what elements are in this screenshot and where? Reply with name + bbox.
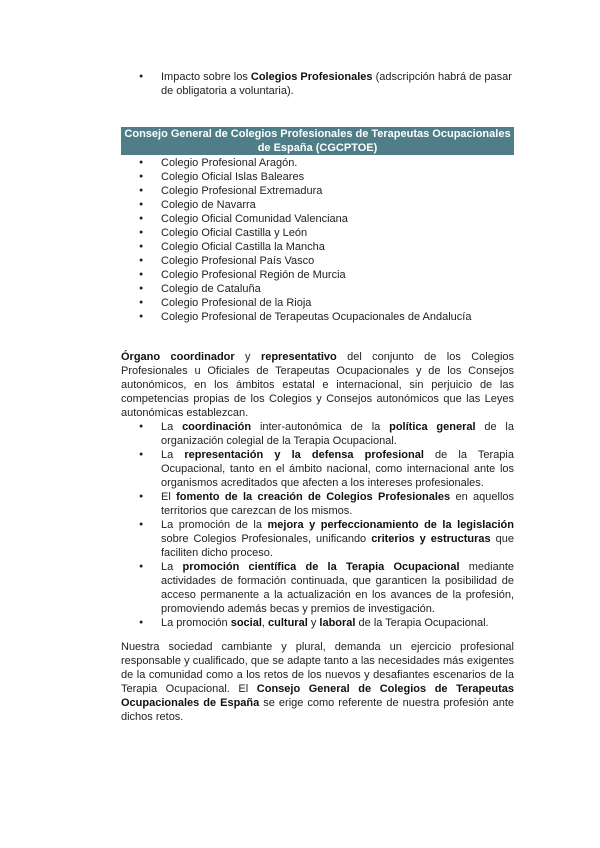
item-text: La promoción de la	[161, 519, 268, 531]
para-text: se erige como referente de nuestra profesión ante dichos retos.	[121, 697, 514, 723]
list-item: ● Colegio Oficial Comunidad Valenciana	[137, 212, 515, 226]
item-text: que faciliten dicho proceso.	[161, 533, 514, 559]
item-text: sobre Colegios Profesionales, unificando	[161, 533, 372, 545]
cgcptoe-banner	[121, 127, 514, 155]
item-text: de la organización colegial de la Terapia Ocupacional.	[161, 421, 514, 447]
item-bold: promoción científica de la Terapia Ocupacional	[182, 561, 460, 573]
banner-line-1: Consejo General de Colegios Profesionales de Terapeutas Ocupacionales	[124, 128, 511, 140]
consejo-bold: Consejo General de Colegios de Terapeutas Ocupacionales de España	[121, 683, 514, 709]
organo-paragraph	[121, 350, 514, 420]
list-item	[137, 518, 514, 560]
item-text: mediante actividades de formación continuada, que garanticen la posibilidad de acceso permanente a la actualización en los avances de la profesión, promoviendo además becas y premios de investigación.	[161, 561, 515, 615]
sociedad-paragraph	[121, 640, 514, 724]
item-text: ,	[261, 617, 269, 629]
item-text: y	[307, 617, 320, 629]
list-item: ● Colegio Profesional Región de Murcia	[137, 268, 515, 282]
functions-list	[137, 420, 514, 630]
list-item: ● Colegio Profesional País Vasco	[137, 254, 515, 268]
para-text: y	[234, 351, 261, 363]
intro-text-end: (adscripción habrá de pasar de obligatoria a voluntaria).	[161, 71, 512, 97]
list-item: ● Colegio de Navarra	[137, 198, 515, 212]
list-item: ● Colegio Oficial Islas Baleares	[137, 170, 515, 184]
item-bold: criterios y estructuras	[371, 533, 491, 545]
intro-bullet-list	[137, 70, 515, 98]
item-text: de la Terapia Ocupacional.	[355, 617, 489, 629]
list-item: ● Colegio Profesional de la Rioja	[137, 296, 515, 310]
item-bold: mejora y perfeccionamiento de la legislación	[267, 519, 514, 531]
colegios-list	[137, 156, 515, 324]
item-text: El	[161, 491, 177, 503]
item-bold: política general	[389, 421, 476, 433]
item-text: en aquellos territorios que carezcan de los mismos.	[161, 491, 515, 517]
representativo-bold: representativo	[260, 351, 337, 363]
item-bold: cultural	[268, 617, 308, 629]
list-item	[137, 616, 514, 630]
list-item	[137, 448, 514, 490]
item-text: La	[161, 449, 185, 461]
list-item	[137, 490, 514, 518]
list-item	[137, 70, 515, 98]
item-text: La	[161, 421, 183, 433]
para-text: Nuestra sociedad cambiante y plural, demanda un ejercicio profesional responsable y cualificado, que se adapte tanto a las necesidades más exigentes de la comunidad como a los retos de los nuevos y desafiantes escenarios de la Terapia Ocupacional. El	[121, 641, 514, 695]
item-text: La promoción	[161, 617, 231, 629]
intro-bold: Colegios Profesionales	[250, 71, 373, 83]
list-item	[137, 560, 514, 616]
list-item: ● Colegio Oficial Castilla y León	[137, 226, 515, 240]
item-bold: social	[230, 617, 262, 629]
list-item: ● Colegio Profesional de Terapeutas Ocupacionales de Andalucía	[137, 310, 515, 324]
banner-line-2: de España (CGCPTOE)	[257, 142, 378, 154]
list-item	[137, 420, 514, 448]
item-bold: representación y la defensa profesional	[184, 449, 424, 461]
item-text: de la Terapia Ocupacional, tanto en el ámbito nacional, como internacional ante los organismos acreditados que afecten a los intereses profesionales.	[161, 449, 514, 489]
item-text: inter-autonómica de la	[251, 421, 390, 433]
list-item: ● Colegio Profesional Extremadura	[137, 184, 515, 198]
list-item: ● Colegio de Cataluña	[137, 282, 515, 296]
list-item: ● Colegio Profesional Aragón.	[137, 156, 515, 170]
list-item: ● Colegio Oficial Castilla la Mancha	[137, 240, 515, 254]
item-bold: laboral	[319, 617, 356, 629]
intro-text: Impacto sobre los	[161, 71, 251, 83]
item-text: La	[161, 561, 183, 573]
organo-bold: Órgano coordinador	[121, 351, 235, 363]
para-text: del conjunto de los Colegios Profesionales u Oficiales de Terapeutas Ocupacionales y de los Consejos autonómicos, en los ámbitos estatal e internacional, sin perjuicio de las competencias propias de los Colegios y Consejos autonómicos que las Leyes autonómicas establezcan.	[121, 351, 514, 419]
item-bold: fomento de la creación de Colegios Profesionales	[176, 491, 451, 503]
item-bold: coordinación	[182, 421, 252, 433]
